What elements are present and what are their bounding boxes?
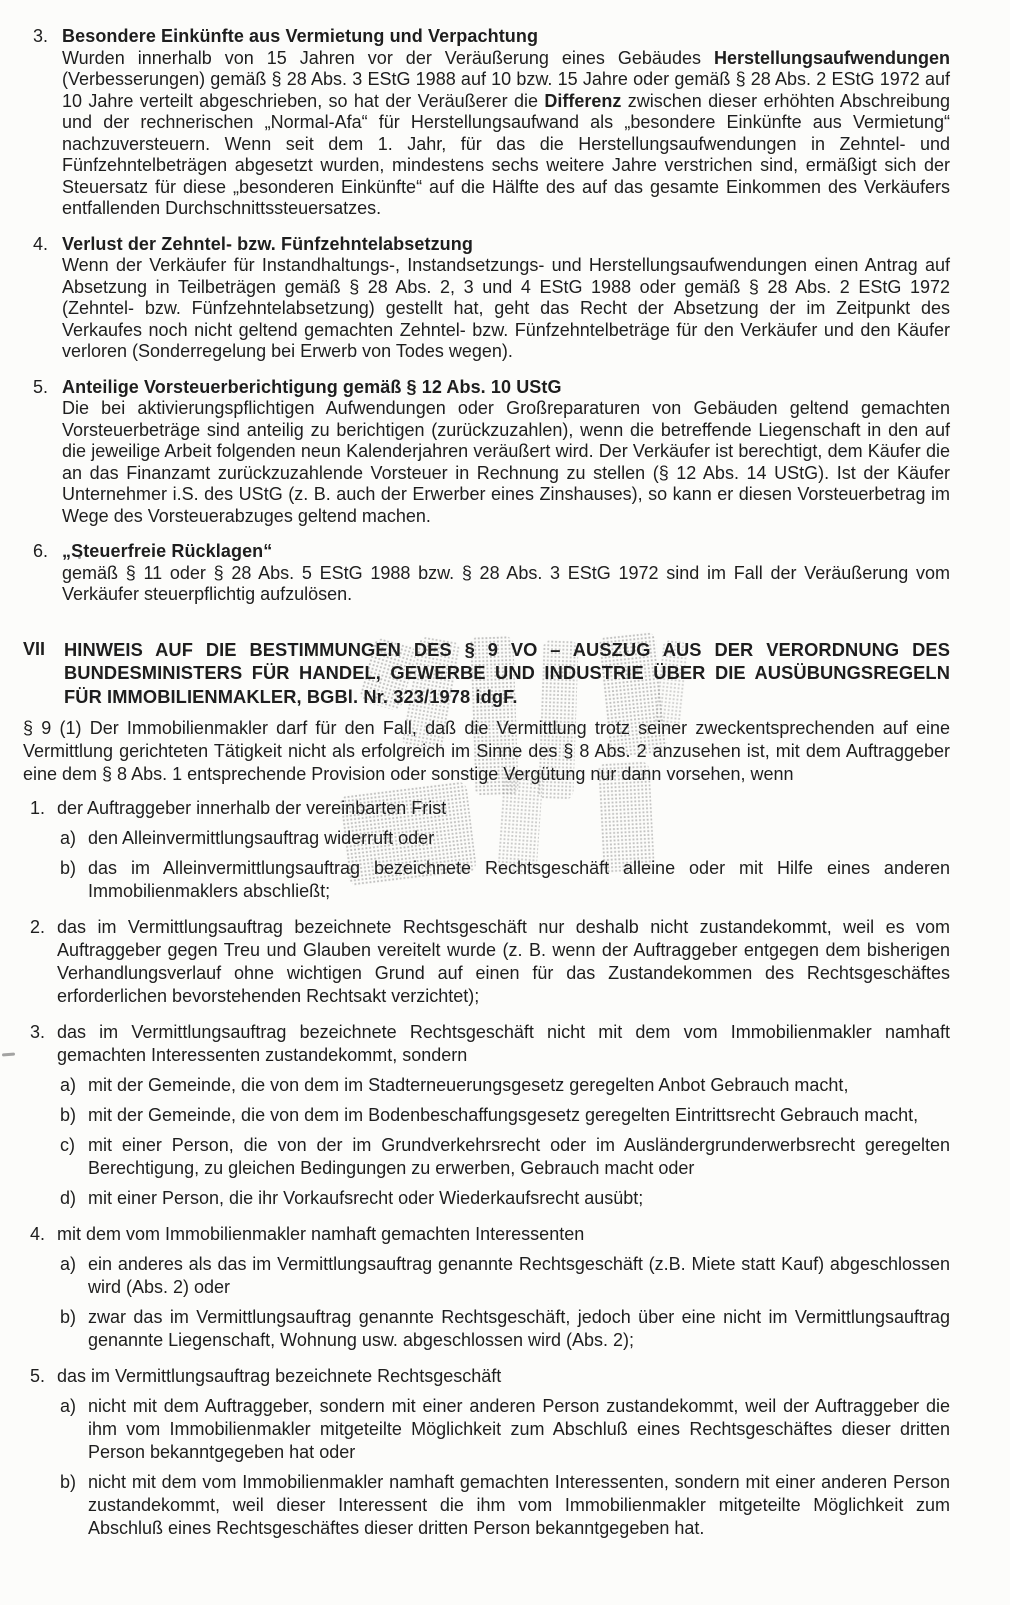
item-text: mit dem vom Immobilienmakler namhaft gemachten Interessenten — [57, 1224, 585, 1244]
item-content — [62, 377, 950, 528]
sub-text: mit einer Person, die von der im Grundverkehrsrecht oder im Ausländergrunderwerbsrecht geregelten Berechtigung, zu gleichen Bedingungen zu erwerben, Gebrauch macht oder — [88, 1135, 950, 1178]
sub-text: das im Alleinvermittlungsauftrag bezeichnete Rechtsgeschäft alleine oder mit Hilfe eines anderen Immobilienmaklers abschließt; — [88, 858, 950, 901]
item-text: das im Vermittlungsauftrag bezeichnete Rechtsgeschäft — [57, 1366, 502, 1386]
sub-item — [60, 1187, 950, 1210]
sub-letter: d) — [60, 1188, 77, 1208]
sub-letter: c) — [60, 1135, 75, 1155]
item-content — [57, 1021, 950, 1210]
regulation-item — [23, 1223, 950, 1352]
numbered-item — [33, 234, 950, 363]
item-text: das im Vermittlungsauftrag bezeichnete Rechtsgeschäft nicht mit dem vom Immobilienmakler namhaft gemachten Interessenten zustandekommt, sondern — [57, 1022, 950, 1065]
numbered-item — [33, 377, 950, 528]
item-content — [62, 234, 950, 363]
sub-letter: b) — [60, 1307, 77, 1327]
tax-notes-section — [33, 26, 950, 606]
section-vii — [23, 638, 950, 1541]
sub-item — [60, 1104, 950, 1127]
sub-text: mit der Gemeinde, die von dem im Bodenbeschaffungsgesetz geregelten Eintrittsrecht Gebrauch macht, — [88, 1105, 919, 1125]
sub-item — [60, 1395, 950, 1464]
item-body: Wurden innerhalb von 15 Jahren vor der Veräußerung eines Gebäudes Herstellungsaufwendungen (Verbesserungen) gemäß § 28 Abs. 3 EStG 1988 auf 10 bzw. 15 Jahre oder gemäß § 28 Abs. 2 EStG 1972 auf 10 Jahre verteilt abgeschrieben, so hat der Veräußerer die Differenz zwischen dieser erhöhten Abschreibung und der rechnerischen „Normal-Afa“ für Herstellungsaufwand als „besondere Einkünfte aus Vermietung“ nachzuversteuern. Wenn seit dem 1. Jahr, für das die Herstellungsaufwendungen in Zehntel- und Fünfzehntelbeträgen abgesetzt wurden, mindestens sechs weitere Jahre verstrichen sind, ermäßigt sich der Steuersatz für diese „besonderen Einkünfte“ auf die Hälfte des auf das gesamte Einkommen des Verkäufers entfallenden Durchschnittssteuersatzes. — [62, 47, 951, 218]
item-number: 3. — [33, 26, 49, 46]
section-number: VII — [23, 638, 46, 659]
item-title: Verlust der Zehntel- bzw. Fünfzehntelabsetzung — [62, 233, 473, 254]
section-heading: HINWEIS AUF DIE BESTIMMUNGEN DES § 9 VO – AUSZUG AUS DER VERORDNUNG DES BUNDESMINISTERS FÜR HANDEL, GEWERBE UND INDUSTRIE ÜBER DIE AUSÜBUNGSREGELN FÜR IMMOBILIENMAKLER, BGBl. Nr. 323/1978 idgF. — [64, 638, 950, 707]
item-content — [62, 541, 950, 606]
item-body: gemäß § 11 oder § 28 Abs. 5 EStG 1988 bzw. § 28 Abs. 3 EStG 1972 sind im Fall der Veräußerung vom Verkäufer steuerpflichtig aufzulösen. — [62, 562, 950, 604]
sub-letter: b) — [60, 1472, 77, 1492]
item-number: 4. — [33, 233, 49, 254]
item-number: 5. — [30, 1366, 46, 1386]
item-number: 1. — [30, 798, 46, 818]
sub-item — [60, 1134, 950, 1180]
sub-letter: a) — [60, 1396, 77, 1416]
sub-item — [60, 1253, 950, 1299]
item-number: 5. — [33, 376, 49, 397]
numbered-item — [33, 26, 950, 220]
item-content — [57, 916, 950, 1008]
item-body: Die bei aktivierungspflichtigen Aufwendungen oder Großreparaturen von Gebäuden geltend gemachten Vorsteuerbeträge sind anteilig zu berichtigen (zurückzuzahlen), wenn die betreffende Liegenschaft in den auf die jeweilige Arbeit folgenden neun Kalenderjahren veräußert wird. Der Verkäufer ist berechtigt, dem Käufer die an das Finanzamt zurückzuzahlende Vorsteuer in Rechnung zu stellen (§ 12 Abs. 14 UStG). Ist der Käufer Unternehmer i.S. des UStG (z. B. auch der Erwerber eines Zinshauses), so kann er diesen Vorsteuerbetrag im Wege des Vorsteuerabzuges geltend machen. — [62, 398, 950, 526]
item-number: 6. — [33, 541, 49, 561]
item-content — [57, 1223, 950, 1352]
item-content — [57, 1365, 950, 1540]
item-text: der Auftraggeber innerhalb der vereinbarten Frist — [57, 798, 447, 818]
item-number: 2. — [30, 917, 46, 937]
scan-artifact-dash — [2, 1053, 15, 1057]
sub-text: nicht mit dem Auftraggeber, sondern mit einer anderen Person zustandekommt, weil der Auftraggeber die ihm vom Immobilienmakler mitgeteilte Möglichkeit zum Abschluß eines Rechtsgeschäftes dieser dritten Person bekanntgegeben hat oder — [88, 1396, 950, 1462]
regulation-item — [23, 1021, 950, 1210]
item-content — [62, 26, 950, 220]
regulation-item — [23, 797, 950, 903]
sub-item — [60, 857, 950, 903]
item-title: Anteilige Vorsteuerberichtigung gemäß § 12 Abs. 10 UStG — [62, 376, 562, 397]
sub-item — [60, 1306, 950, 1352]
sub-text: ein anderes als das im Vermittlungsauftrag genannte Rechtsgeschäft (z.B. Miete statt Kauf) abgeschlossen wird (Abs. 2) oder — [88, 1254, 950, 1297]
item-body: Wenn der Verkäufer für Instandhaltungs-, Instandsetzungs- und Herstellungsaufwendungen einen Antrag auf Absetzung in Teilbeträgen gemäß § 28 Abs. 2, 3 und 4 EStG 1988 oder gemäß § 28 Abs. 2 EStG 1972 (Zehntel- bzw. Fünfzehntelabsetzung) gestellt hat, geht das Recht der Absetzung der im Zeitpunkt des Verkaufes noch nicht geltend gemachten Zehntel- bzw. Fünfzehntelbeträge für den Verkäufer und den Käufer verloren (Sonderregelung bei Erwerb von Todes wegen). — [62, 255, 950, 361]
regulation-item — [23, 916, 950, 1008]
section-heading-row — [23, 638, 950, 709]
sub-text: nicht mit dem vom Immobilienmakler namhaft gemachten Interessenten, sondern mit einer anderen Person zustandekommt, weil dieser Interessent die ihm vom Immobilienmakler mitgeteilte Möglichkeit zum Abschluß eines Rechtsgeschäftes dieser dritten Person bekanntgegeben hat. — [88, 1472, 950, 1538]
sub-item — [60, 827, 950, 850]
item-title: „Steuerfreie Rücklagen“ — [62, 541, 273, 561]
sub-text: mit einer Person, die ihr Vorkaufsrecht oder Wiederkaufsrecht ausübt; — [88, 1188, 644, 1208]
numbered-item — [33, 541, 950, 606]
item-title: Besondere Einkünfte aus Vermietung und Verpachtung — [62, 26, 539, 46]
item-content — [57, 797, 950, 903]
sub-letter: b) — [60, 1105, 77, 1125]
sub-item — [60, 1471, 950, 1540]
sub-text: zwar das im Vermittlungsauftrag genannte Rechtsgeschäft, jedoch über eine nicht im Vermittlungsauftrag genannte Liegenschaft, Wohnung usw. abgeschlossen wird (Abs. 2); — [88, 1307, 950, 1350]
regulation-item — [23, 1365, 950, 1540]
item-text: das im Vermittlungsauftrag bezeichnete Rechtsgeschäft nur deshalb nicht zustandekommt, weil es vom Auftraggeber gegen Treu und Glauben vereitelt wurde (z. B. wenn der Auftraggeber entgegen dem bisherigen Verhandlungsverlauf ohne wichtigen Grund auf einen für das Zustandekommen des Rechtsgeschäftes erforderlichen bevorstehenden Rechtsakt verzichtet); — [57, 917, 950, 1006]
sub-letter: b) — [60, 858, 77, 878]
item-number: 3. — [30, 1022, 46, 1042]
sub-letter: a) — [60, 1075, 77, 1095]
intro-paragraph: § 9 (1) Der Immobilienmakler darf für den Fall, daß die Vermittlung trotz seiner zweckentsprechenden auf eine Vermittlung gerichteten Tätigkeit nicht als erfolgreich im Sinne des § 8 Abs. 2 anzusehen ist, mit dem Auftraggeber eine dem § 8 Abs. 1 entsprechende Provision oder sonstige Vergütung nur dann vorsehen, wenn — [23, 718, 950, 784]
sub-letter: a) — [60, 1254, 77, 1274]
item-number: 4. — [30, 1224, 46, 1244]
sub-letter: a) — [60, 828, 77, 848]
sub-text: mit der Gemeinde, die von dem im Stadterneuerungsgesetz geregelten Anbot Gebrauch macht, — [88, 1075, 849, 1095]
sub-item — [60, 1074, 950, 1097]
sub-text: den Alleinvermittlungsauftrag widerruft oder — [88, 828, 435, 848]
